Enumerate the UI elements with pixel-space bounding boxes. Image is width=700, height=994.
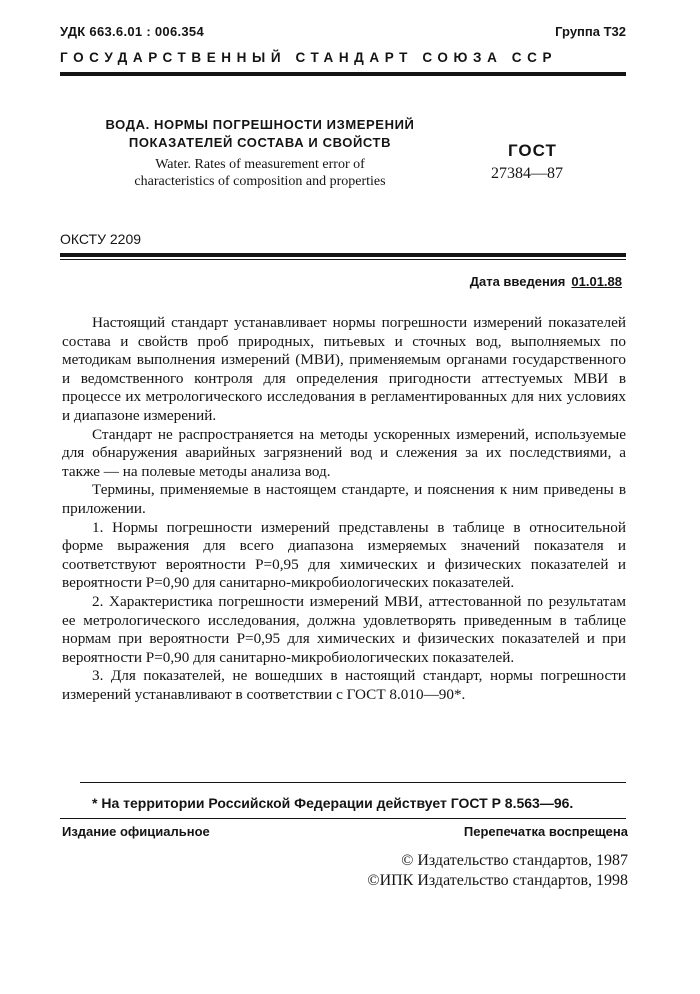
document-title-en bbox=[60, 156, 460, 190]
introduction-date bbox=[470, 274, 622, 289]
gost-label: ГОСТ bbox=[508, 141, 557, 160]
paragraph: Стандарт не распространяется на методы ускоренных измерений, используемые для обнаружения аварийных загрязнений вод и слежения за их последствиями, а также — на полевые методы анализа вод. bbox=[62, 425, 626, 480]
title-ru-line2: ПОКАЗАТЕЛЕЙ СОСТАВА И СВОЙСТВ bbox=[128, 135, 392, 150]
introduction-date-value: 01.01.88 bbox=[571, 274, 622, 289]
title-en-line2: characteristics of composition and properties bbox=[134, 174, 386, 189]
footnote: * На территории Российской Федерации действует ГОСТ Р 8.563—96. bbox=[92, 795, 574, 811]
gost-number: 27384—87 bbox=[491, 165, 563, 182]
copyright-line-2: ©ИПК Издательство стандартов, 1998 bbox=[367, 872, 628, 889]
paragraph: 2. Характеристика погрешности измерений МВИ, аттестованной по результатам ее метрологического исследования, должна удовлетворять приведенным в таблице нормам при вероятности P=0,95 для химических и физических показателей и при вероятности P=0,90 для санитарно-микробиологических показателей. bbox=[62, 592, 626, 666]
header-rule bbox=[60, 72, 626, 76]
body-text bbox=[62, 314, 626, 704]
copyright-line-1: © Издательство стандартов, 1987 bbox=[401, 852, 628, 869]
title-ru-line1: ВОДА. НОРМЫ ПОГРЕШНОСТИ ИЗМЕРЕНИЙ bbox=[105, 117, 415, 132]
okstu-rule bbox=[60, 253, 626, 257]
paragraph: 3. Для показателей, не вошедших в настоящий стандарт, нормы погрешности измерений устанавливают в соответствии с ГОСТ 8.010—90*. bbox=[62, 667, 626, 703]
paragraph: 1. Нормы погрешности измерений представлены в таблице в относительной форме выражения для всего диапазона измеряемых значений показателя и соответствуют вероятности P=0,95 для химических и физических показателей и вероятности P=0,90 для санитарно-микробиологических показателей. bbox=[62, 518, 626, 592]
standard-title: ГОСУДАРСТВЕННЫЙ СТАНДАРТ СОЮЗА ССР bbox=[60, 50, 558, 65]
okstu-code: ОКСТУ 2209 bbox=[60, 231, 142, 247]
title-en-line1: Water. Rates of measurement error of bbox=[155, 157, 365, 172]
footnote-rule bbox=[80, 782, 626, 783]
document-title-ru bbox=[60, 116, 460, 152]
introduction-date-label: Дата введения bbox=[469, 274, 566, 289]
edition-label: Издание официальное bbox=[62, 824, 210, 839]
paragraph: Термины, применяемые в настоящем стандарте, и пояснения к ним приведены в приложении. bbox=[62, 481, 626, 517]
udk-code: УДК 663.6.01 : 006.354 bbox=[60, 24, 204, 39]
reprint-notice: Перепечатка воспрещена bbox=[463, 824, 628, 839]
paragraph: Настоящий стандарт устанавливает нормы погрешности измерений показателей состава и свойств проб природных, питьевых и сточных вод, выполняемых по методикам выполнения измерений (МВИ), применяемым органами государственного и ведомственного контроля для определения пригодности аттестуемых МВИ в процессе их метрологического исследования в регламентированных для них условиях и диапазоне измерений. bbox=[62, 314, 626, 424]
group-code: Группа Т32 bbox=[555, 24, 626, 39]
okstu-rule-thin bbox=[60, 259, 626, 260]
footer-rule bbox=[60, 818, 626, 819]
